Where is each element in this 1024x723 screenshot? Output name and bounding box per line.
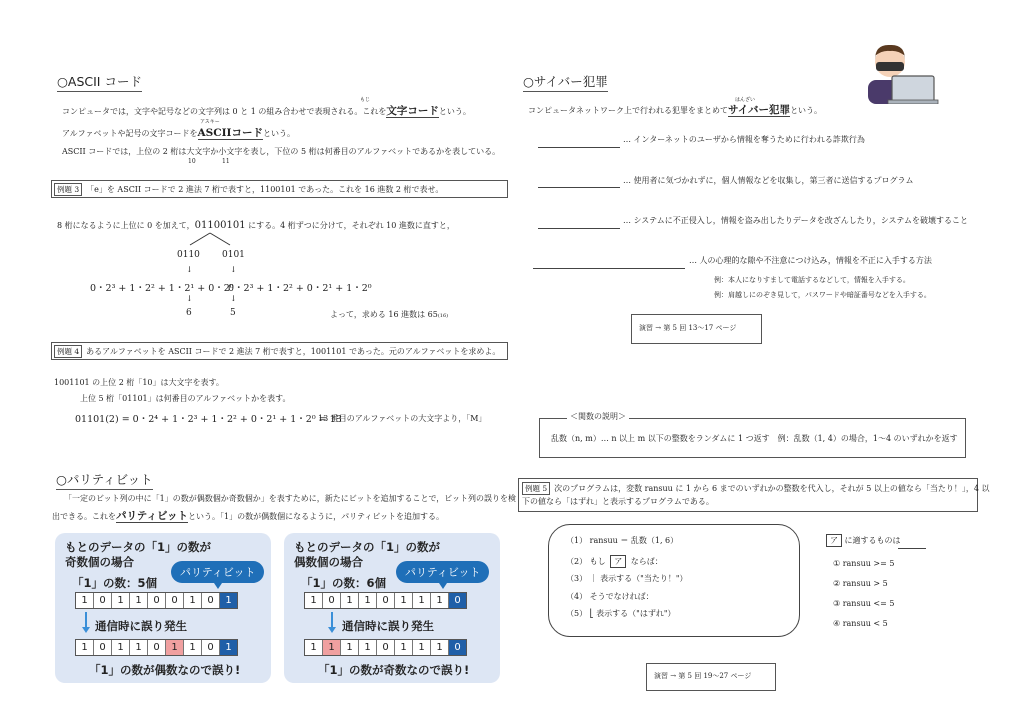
cyber-item-2: … 使用者に気づかれずに，個人情報などを収集し，第三者に送信するプログラム bbox=[623, 176, 914, 185]
ascii-sub10: 10 bbox=[188, 158, 196, 165]
program-line-3: （3） ｜ 表示する（"当たり！"） bbox=[566, 574, 688, 583]
original-bits: 1 0 1 1 0 1 1 1 0 bbox=[304, 592, 467, 609]
choice-3: ③ ransuu <= 5 bbox=[833, 599, 895, 608]
panel-conclusion: 「1」の数が偶数なので誤り! bbox=[89, 663, 241, 677]
ascii-line3: ASCII コードでは，上位の 2 桁は大文字か小文字を表し，下位の 5 桁は何番目のアルファベットであるかを表している。 bbox=[62, 147, 501, 156]
program-line-4: （4） そうでなければ： bbox=[566, 592, 654, 601]
choice-2: ② ransuu > 5 bbox=[833, 579, 888, 588]
blank-a-label: ア bbox=[826, 534, 842, 547]
choice-4: ④ ransuu < 5 bbox=[833, 619, 888, 628]
arrow-down: ↓ bbox=[230, 294, 237, 303]
parity-heading: ○パリティビット bbox=[56, 470, 153, 490]
example3-question: 例題 3 「e」を ASCII コードで 2 進法 7 桁で表すと，1100101 であった。これを 16 進数 2 桁で表せ。 bbox=[54, 183, 443, 196]
blank-a-box[interactable]: ア bbox=[610, 555, 626, 568]
parity-line1: 「一定のビット列の中に「1」の数が偶数個か奇数個か」を表すために，新たにビットを追加することで，ビット列の誤りを検 bbox=[64, 494, 516, 503]
right-bits: 0101 bbox=[222, 250, 245, 260]
function-legend: ＜関数の説明＞ bbox=[567, 411, 629, 422]
answer-blank-2[interactable] bbox=[538, 187, 620, 188]
arrow-down: ↓ bbox=[186, 265, 193, 274]
panel-title: もとのデータの「1」の数が bbox=[65, 540, 212, 554]
panel-subtitle: 偶数個の場合 bbox=[294, 555, 363, 569]
down-arrow-icon bbox=[327, 612, 337, 634]
cyber-item-1: … インターネットのユーザから情報を奪うために行われる詐欺行為 bbox=[623, 135, 865, 144]
example5-q1: 例題 5 次のプログラムは，変数 ransuu に 1 から 6 までのいずれかの整数を代入し，それが 5 以上の値なら「当たり！」，4 以 bbox=[522, 482, 989, 495]
choice-title: ア に適するものは bbox=[826, 534, 901, 547]
function-text: 乱数（n, m）… n 以上 m 以下の整数をランダムに 1 つ返す 例：乱数（1, 4）の場合，1〜4 のいずれかを返す bbox=[551, 434, 958, 443]
practice-1: 演習 → 第 5 回 13〜17 ページ bbox=[639, 324, 737, 332]
parity-panel-odd bbox=[55, 533, 271, 683]
example5-q2: 下の値なら「はずれ」と表示するプログラムである。 bbox=[522, 497, 714, 506]
panel-count: 「1」の数：6個 bbox=[301, 576, 387, 590]
example4-sol1: 1001101 の上位 2 桁「10」は大文字を表す。 bbox=[54, 378, 224, 387]
right-expression: 0・2³ + 1・2² + 0・2¹ + 1・2⁰ bbox=[228, 283, 372, 294]
received-bits: 1 1 1 1 0 1 1 1 0 bbox=[304, 639, 467, 656]
ascii-line1: コンピュータでは，文字や記号などの文字列は 0 と 1 の組み合わせで表現される。これを文字コードという。 bbox=[62, 105, 471, 117]
received-bits: 1 0 1 1 0 1 1 0 1 bbox=[75, 639, 238, 656]
right-value: 5 bbox=[230, 308, 236, 318]
arrow-down: ↓ bbox=[186, 294, 193, 303]
program-line-2: （2） もし ア ならば： bbox=[566, 557, 663, 566]
parity-panel-even bbox=[284, 533, 500, 683]
arrow-down: ↓ bbox=[230, 265, 237, 274]
panel-count: 「1」の数：5個 bbox=[72, 576, 158, 590]
cyber-heading: ○サイバー犯罪 bbox=[523, 72, 608, 92]
ruby-hanzai: はんざい bbox=[735, 97, 756, 103]
example4-question: 例題 4 あるアルファベットを ASCII コードで 2 進法 7 桁で表すと，1001101 であった。元のアルファベットを求めよ。 bbox=[54, 345, 500, 358]
choice-answer-blank[interactable] bbox=[898, 548, 926, 549]
original-bits: 1 0 1 1 0 0 1 0 1 bbox=[75, 592, 238, 609]
down-arrow-icon bbox=[81, 612, 91, 634]
example3-solution-line: 8 桁になるように上位に 0 を加えて，01100101 にする。4 桁ずつに分けて，それぞれ 10 進数に直すと， bbox=[57, 220, 455, 231]
ruby-ascii: アスキー bbox=[200, 119, 220, 125]
practice-2: 演習 → 第 5 回 19〜27 ページ bbox=[654, 672, 752, 680]
ascii-heading: ○ASCII コード bbox=[57, 72, 142, 92]
parity-line2: 出できる。これをパリティビットという。「1」の数が偶数個になるように，パリティビットを追加する。 bbox=[52, 510, 444, 522]
program-line-5: （5） ⎣ 表示する（"はずれ"） bbox=[566, 609, 676, 618]
example4-sol2: 上位 5 桁「01101」は何番目のアルファベットかを表す。 bbox=[80, 394, 291, 403]
left-expression: 0・2³ + 1・2² + 1・2¹ + 0・2⁰ bbox=[90, 283, 234, 294]
cyber-item-3: … システムに不正侵入し，情報を盗み出したりデータを改ざんしたり，システムを破壊すること bbox=[623, 216, 968, 225]
hacker-illustration bbox=[862, 40, 940, 104]
ruby-moji: もじ bbox=[360, 97, 371, 103]
panel-subtitle: 奇数個の場合 bbox=[65, 555, 134, 569]
parity-bit-pill: パリティビット bbox=[171, 561, 264, 583]
split-arrows bbox=[180, 231, 240, 247]
cyber-example-a: 例：本人になりすまして電話するなどして，情報を入手する。 bbox=[714, 276, 910, 284]
ascii-sub11: 11 bbox=[222, 158, 230, 165]
panel-title: もとのデータの「1」の数が bbox=[294, 540, 441, 554]
answer-blank-3[interactable] bbox=[538, 228, 620, 229]
answer-blank-4[interactable] bbox=[533, 268, 685, 269]
cyber-intro: コンピュータネットワーク上で行われる犯罪をまとめてサイバー犯罪という。 bbox=[528, 104, 823, 116]
panel-conclusion: 「1」の数が奇数なので誤り! bbox=[318, 663, 470, 677]
cyber-example-b: 例：肩越しにのぞき見して，パスワードや暗証番号などを入手する。 bbox=[714, 291, 931, 299]
program-line-1: （1） ransuu ＝ 乱数（1, 6） bbox=[566, 536, 679, 545]
choice-1: ① ransuu >= 5 bbox=[833, 559, 895, 568]
parity-bit-pill: パリティビット bbox=[396, 561, 489, 583]
example4-answer: 13 番目のアルファベットの大文字より，「M」 bbox=[318, 414, 487, 423]
error-label: 通信時に誤り発生 bbox=[95, 619, 187, 633]
ascii-line2: アルファベットや記号の文字コードをASCIIコードという。 bbox=[62, 127, 295, 139]
error-label: 通信時に誤り発生 bbox=[342, 619, 434, 633]
answer-blank-1[interactable] bbox=[538, 147, 620, 148]
cyber-item-4: … 人の心理的な隙や不注意につけ込み，情報を不正に入手する方法 bbox=[689, 256, 932, 265]
example3-answer: よって，求める 16 進数は 65(16) bbox=[330, 310, 449, 319]
left-bits: 0110 bbox=[177, 250, 200, 260]
left-value: 6 bbox=[186, 308, 192, 318]
example4-expression: 01101(2) = 0・2⁴ + 1・2³ + 1・2² + 0・2¹ + 1・2⁰ = 13 bbox=[75, 414, 342, 425]
